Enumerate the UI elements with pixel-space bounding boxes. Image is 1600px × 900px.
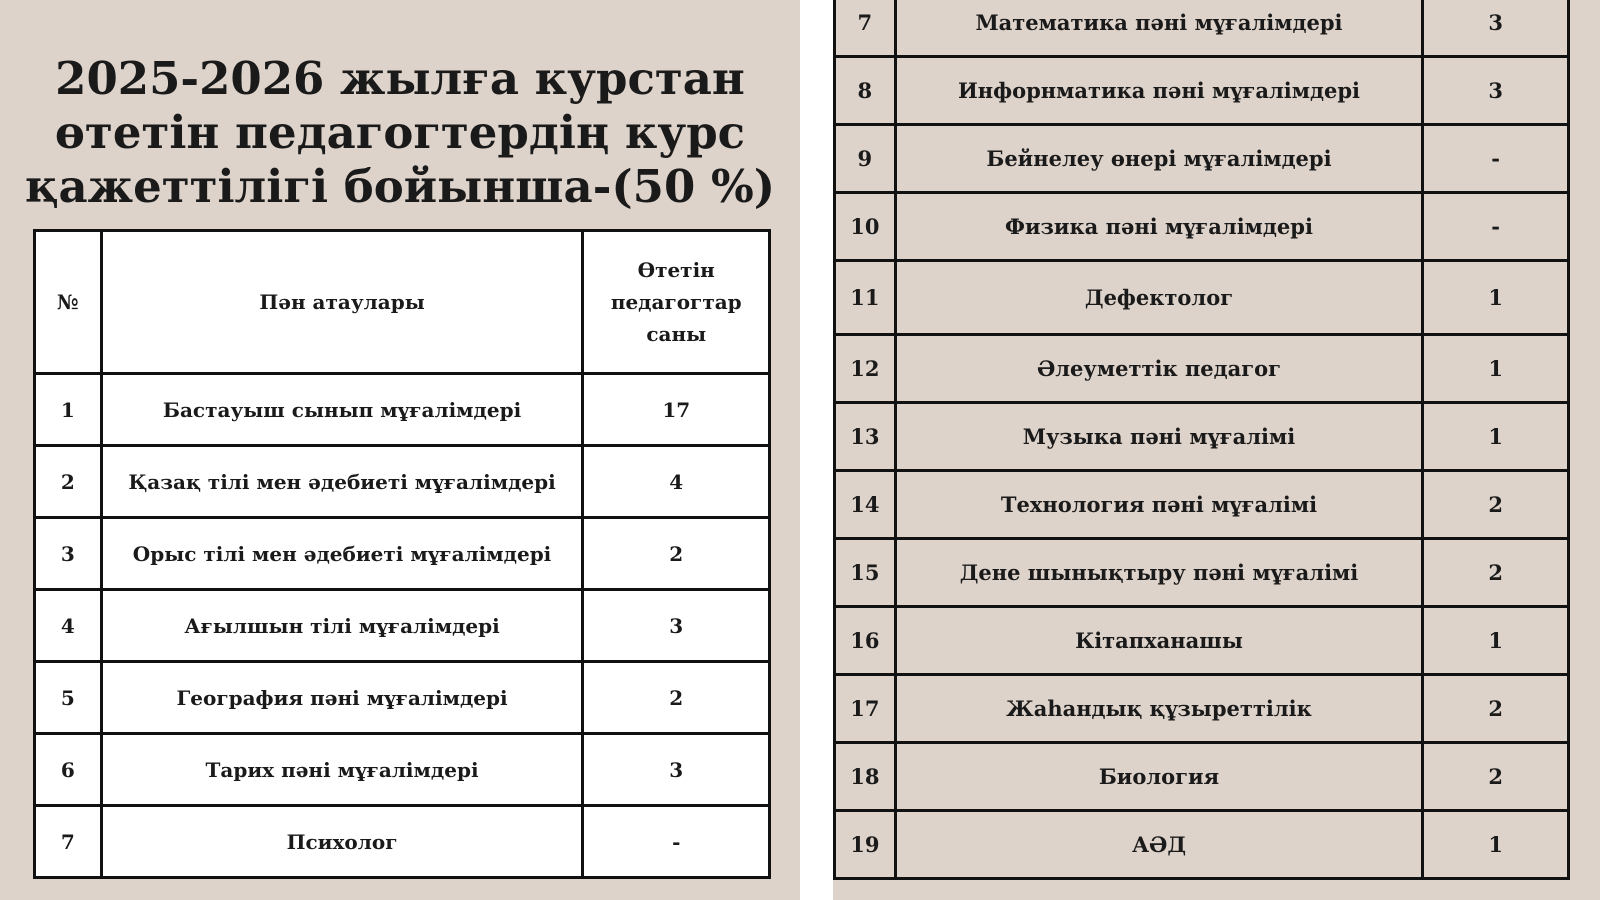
row-count: 4 <box>583 446 770 518</box>
row-subject: Қазақ тілі мен әдебиеті мұғалімдері <box>101 446 583 518</box>
row-count: 3 <box>583 734 770 806</box>
table-header-row <box>35 231 770 374</box>
row-subject: Математика пәні мұғалімдері <box>895 0 1423 57</box>
row-subject: Музыка пәні мұғалімі <box>895 403 1423 471</box>
row-number: 15 <box>835 539 896 607</box>
table-row <box>835 743 1569 811</box>
table-row <box>835 675 1569 743</box>
table-row <box>35 662 770 734</box>
panel-divider <box>800 0 833 900</box>
row-count: 2 <box>583 518 770 590</box>
table-row <box>835 403 1569 471</box>
row-number: 10 <box>835 193 896 261</box>
row-subject: Дефектолог <box>895 261 1423 335</box>
row-count: 1 <box>1423 811 1569 879</box>
row-number: 11 <box>835 261 896 335</box>
row-subject: Технология пәні мұғалімі <box>895 471 1423 539</box>
row-subject: Психолог <box>101 806 583 878</box>
row-count: 1 <box>1423 403 1569 471</box>
row-count: 3 <box>1423 0 1569 57</box>
row-count: 3 <box>1423 57 1569 125</box>
table-row <box>835 539 1569 607</box>
row-count: 2 <box>1423 539 1569 607</box>
row-count: 2 <box>1423 743 1569 811</box>
row-subject: Орыс тілі мен әдебиеті мұғалімдері <box>101 518 583 590</box>
row-number: 5 <box>35 662 102 734</box>
row-number: 14 <box>835 471 896 539</box>
table-row <box>35 734 770 806</box>
row-subject: Инфорнматика пәні мұғалімдері <box>895 57 1423 125</box>
row-count: 1 <box>1423 335 1569 403</box>
row-number: 13 <box>835 403 896 471</box>
table-row <box>835 811 1569 879</box>
header-subject: Пән атаулары <box>101 231 583 374</box>
row-count: 17 <box>583 374 770 446</box>
table-row <box>835 261 1569 335</box>
table-row <box>835 335 1569 403</box>
row-count: 3 <box>583 590 770 662</box>
course-table-right <box>833 0 1570 880</box>
row-number: 9 <box>835 125 896 193</box>
row-count: 1 <box>1423 607 1569 675</box>
row-subject: Биология <box>895 743 1423 811</box>
row-subject: Тарих пәні мұғалімдері <box>101 734 583 806</box>
row-count: 2 <box>583 662 770 734</box>
row-subject: АӘД <box>895 811 1423 879</box>
table-row <box>35 806 770 878</box>
row-count: - <box>1423 125 1569 193</box>
row-number: 2 <box>35 446 102 518</box>
row-subject: Физика пәні мұғалімдері <box>895 193 1423 261</box>
row-count: 2 <box>1423 471 1569 539</box>
row-subject: Бастауыш сынып мұғалімдері <box>101 374 583 446</box>
row-number: 3 <box>35 518 102 590</box>
row-count: - <box>1423 193 1569 261</box>
row-subject: Ағылшын тілі мұғалімдері <box>101 590 583 662</box>
table-row <box>835 607 1569 675</box>
row-subject: Кітапханашы <box>895 607 1423 675</box>
row-number: 1 <box>35 374 102 446</box>
row-subject: Жаһандық құзыреттілік <box>895 675 1423 743</box>
row-subject: Әлеуметтік педагог <box>895 335 1423 403</box>
row-number: 7 <box>35 806 102 878</box>
row-number: 16 <box>835 607 896 675</box>
row-number: 12 <box>835 335 896 403</box>
header-teacher-count: Өтетін педагогтар саны <box>583 231 770 374</box>
table-row <box>35 590 770 662</box>
row-number: 17 <box>835 675 896 743</box>
table-row <box>35 518 770 590</box>
row-subject: Дене шынықтыру пәні мұғалімі <box>895 539 1423 607</box>
table-row <box>835 57 1569 125</box>
row-count: 1 <box>1423 261 1569 335</box>
row-subject: Бейнелеу өнері мұғалімдері <box>895 125 1423 193</box>
table-row <box>35 446 770 518</box>
table-row <box>835 0 1569 57</box>
row-number: 7 <box>835 0 896 57</box>
header-number: № <box>35 231 102 374</box>
row-number: 6 <box>35 734 102 806</box>
course-table-left <box>33 229 771 879</box>
table-row <box>835 193 1569 261</box>
row-number: 19 <box>835 811 896 879</box>
row-count: 2 <box>1423 675 1569 743</box>
row-count: - <box>583 806 770 878</box>
table-row <box>835 471 1569 539</box>
table-row <box>835 125 1569 193</box>
row-subject: География пәні мұғалімдері <box>101 662 583 734</box>
page-title: 2025-2026 жылға курстан өтетін педагогтердің курс қажеттілігі бойынша-(50 %) <box>24 52 775 213</box>
row-number: 8 <box>835 57 896 125</box>
table-row <box>35 374 770 446</box>
row-number: 18 <box>835 743 896 811</box>
row-number: 4 <box>35 590 102 662</box>
